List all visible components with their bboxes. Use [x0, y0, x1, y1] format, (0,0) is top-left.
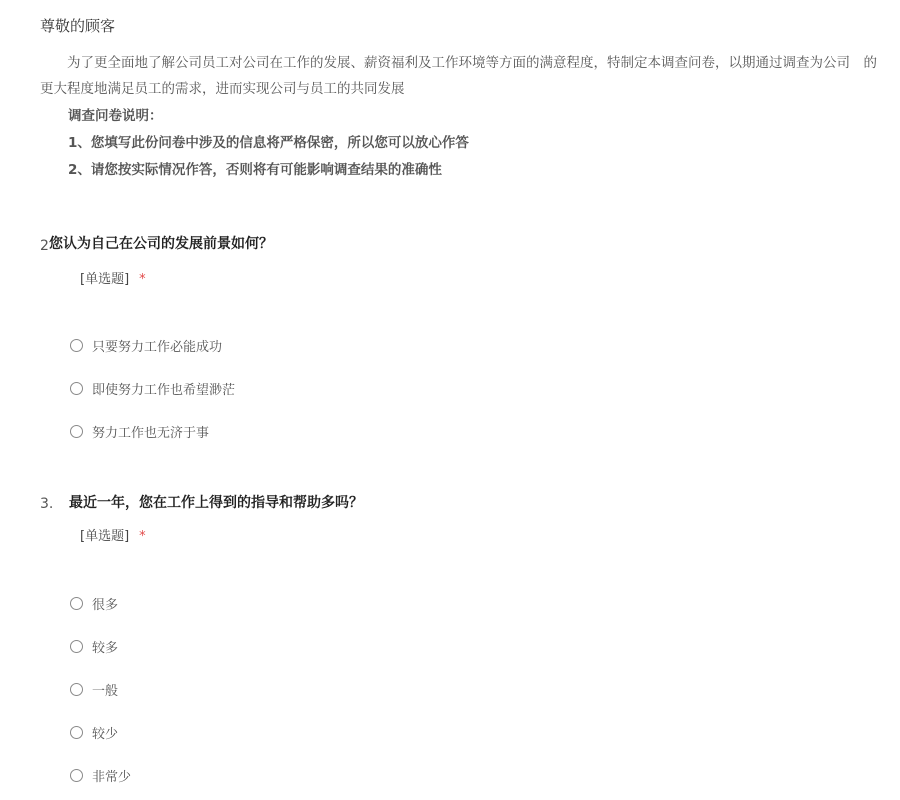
radio-button[interactable] — [70, 597, 83, 610]
survey-notes — [68, 103, 469, 184]
q3-option-3[interactable] — [70, 680, 118, 698]
option-label: 很多 — [92, 597, 119, 613]
radio-button[interactable] — [70, 683, 83, 696]
q3-option-5[interactable] — [70, 766, 131, 784]
radio-button[interactable] — [70, 425, 83, 438]
question-3-type — [80, 525, 146, 544]
q3-option-1[interactable] — [70, 594, 118, 612]
radio-button[interactable] — [70, 339, 83, 352]
intro-paragraph — [40, 50, 898, 102]
notes-item-2: 2、请您按实际情况作答，否则将有可能影响调查结果的准确性 — [68, 162, 442, 178]
question-type-label: [单选题] — [80, 272, 130, 287]
q3-option-4[interactable] — [70, 723, 118, 741]
q2-option-1[interactable] — [70, 336, 222, 354]
option-label: 即使努力工作也希望渺茫 — [92, 382, 236, 398]
question-type-label: [单选题] — [80, 529, 130, 544]
required-mark: * — [139, 272, 146, 287]
notes-title: 调查问卷说明： — [68, 108, 163, 124]
radio-button[interactable] — [70, 382, 83, 395]
notes-item-1: 1、您填写此份问卷中涉及的信息将严格保密，所以您可以放心作答 — [68, 135, 469, 151]
option-label: 非常少 — [92, 769, 132, 785]
option-label: 较少 — [92, 726, 119, 742]
greeting: 尊敬的顾客 — [40, 17, 116, 35]
question-2-title: 您认为自己在公司的发展前景如何？ — [49, 236, 273, 252]
question-3-number: 3. — [40, 496, 54, 512]
question-2-number: 2 — [40, 238, 49, 254]
intro-line-1: 为了更全面地了解公司员工对公司在工作的发展、薪资福利及工作环境等方面的满意程度，特制定本调查问卷，以期通过调查为公司 的 — [67, 55, 877, 71]
intro-line-2: 更大程度地满足员工的需求，进而实现公司与员工的共同发展 — [40, 81, 405, 97]
q3-option-2[interactable] — [70, 637, 118, 655]
radio-button[interactable] — [70, 640, 83, 653]
required-mark: * — [139, 529, 146, 544]
option-label: 只要努力工作必能成功 — [92, 339, 223, 355]
radio-button[interactable] — [70, 769, 83, 782]
q2-option-3[interactable] — [70, 422, 209, 440]
question-3-title: 最近一年，您在工作上得到的指导和帮助多吗？ — [69, 495, 363, 511]
option-label: 一般 — [92, 683, 119, 699]
option-label: 努力工作也无济于事 — [92, 425, 210, 441]
radio-button[interactable] — [70, 726, 83, 739]
q2-option-2[interactable] — [70, 379, 235, 397]
option-label: 较多 — [92, 640, 119, 656]
question-2-type — [80, 268, 146, 287]
